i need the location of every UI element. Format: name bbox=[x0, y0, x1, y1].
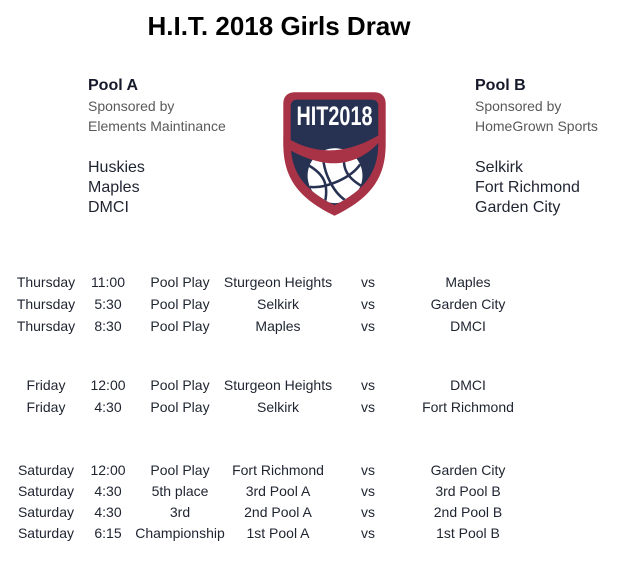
pool-a-name: Pool A bbox=[88, 77, 139, 94]
schedule-cell-time: 6:15 bbox=[94, 524, 122, 541]
schedule-cell-day: Saturday bbox=[17, 503, 75, 520]
team-name: Huskies bbox=[88, 159, 145, 176]
schedule-cell-team-a: Selkirk bbox=[256, 296, 299, 312]
schedule-cell-day: Friday bbox=[26, 399, 66, 415]
pool-a-sponsored-by: Sponsored by bbox=[88, 98, 175, 114]
team-name: Maples bbox=[88, 179, 140, 196]
schedule-cell-team-b: DMCI bbox=[450, 318, 486, 334]
team-name: Fort Richmond bbox=[475, 179, 580, 196]
schedule-cell-day: Thursday bbox=[16, 274, 76, 290]
schedule-cell-time: 4:30 bbox=[94, 482, 122, 499]
schedule-cell-time: 4:30 bbox=[94, 503, 122, 520]
logo-wordmark: HIT2018 bbox=[296, 101, 373, 131]
hit2018-logo bbox=[277, 87, 392, 220]
schedule-group-saturday bbox=[0, 459, 520, 543]
schedule-cell-vs: vs bbox=[361, 399, 375, 415]
team-name: Garden City bbox=[475, 199, 561, 216]
schedule-cell-vs: vs bbox=[361, 524, 375, 541]
pool-b-team-list bbox=[475, 158, 640, 218]
pool-b-name: Pool B bbox=[475, 77, 526, 94]
schedule-cell-team-a: 3rd Pool A bbox=[245, 482, 311, 499]
schedule-cell-team-a: 1st Pool A bbox=[246, 524, 310, 541]
schedule-cell-vs: vs bbox=[361, 461, 375, 478]
schedule-cell-game: Pool Play bbox=[150, 318, 210, 334]
schedule-cell-game: Pool Play bbox=[150, 461, 210, 478]
page-title: H.I.T. 2018 Girls Draw bbox=[147, 11, 411, 41]
hit2018-logo-svg bbox=[277, 87, 392, 220]
schedule-cell-team-b: Garden City bbox=[430, 461, 506, 478]
schedule-cell-team-b: 1st Pool B bbox=[436, 524, 500, 541]
schedule-cell-time: 4:30 bbox=[94, 399, 122, 415]
schedule-cell-day: Saturday bbox=[17, 461, 75, 478]
schedule-cell-game: Championship bbox=[135, 524, 225, 541]
schedule-cell-vs: vs bbox=[361, 482, 375, 499]
schedule-cell-game: Pool Play bbox=[150, 377, 210, 393]
pool-a-block bbox=[88, 76, 278, 218]
schedule-cell-time: 5:30 bbox=[94, 296, 122, 312]
schedule-row bbox=[0, 480, 520, 501]
schedule-row bbox=[0, 293, 520, 315]
schedule-cell-game: Pool Play bbox=[150, 296, 210, 312]
schedule-cell-team-b: Maples bbox=[445, 274, 491, 290]
pool-b-block bbox=[475, 76, 640, 218]
schedule-cell-time: 8:30 bbox=[94, 318, 122, 334]
schedule-cell-day: Saturday bbox=[17, 524, 75, 541]
schedule-cell-game: 3rd bbox=[169, 503, 191, 520]
schedule-row bbox=[0, 459, 520, 480]
schedule-cell-vs: vs bbox=[361, 296, 375, 312]
schedule-row bbox=[0, 315, 520, 337]
schedule-cell-day: Thursday bbox=[16, 296, 76, 312]
schedule-cell-team-a: Maples bbox=[255, 318, 301, 334]
schedule-cell-vs: vs bbox=[361, 318, 375, 334]
schedule-row bbox=[0, 374, 520, 396]
schedule-cell-team-b: 2nd Pool B bbox=[433, 503, 503, 520]
schedule-cell-team-b: Fort Richmond bbox=[422, 399, 514, 415]
schedule-cell-game: Pool Play bbox=[150, 274, 210, 290]
pool-a-sponsor: Elements Maintinance bbox=[88, 118, 226, 134]
schedule-row bbox=[0, 522, 520, 543]
schedule-cell-time: 12:00 bbox=[90, 377, 126, 393]
schedule-cell-day: Thursday bbox=[16, 318, 76, 334]
schedule-cell-team-b: Garden City bbox=[430, 296, 506, 312]
schedule-row bbox=[0, 271, 520, 293]
schedule-cell-team-a: Sturgeon Heights bbox=[223, 377, 333, 393]
schedule-cell-day: Saturday bbox=[17, 482, 75, 499]
schedule-cell-game: Pool Play bbox=[150, 399, 210, 415]
schedule-cell-team-a: Selkirk bbox=[256, 399, 299, 415]
pool-b-sponsor: HomeGrown Sports bbox=[475, 118, 598, 134]
schedule-cell-time: 12:00 bbox=[90, 461, 126, 478]
schedule-cell-vs: vs bbox=[361, 274, 375, 290]
team-name: Selkirk bbox=[475, 159, 524, 176]
schedule-cell-team-b: DMCI bbox=[450, 377, 486, 393]
schedule-cell-team-a: Sturgeon Heights bbox=[223, 274, 333, 290]
schedule-cell-team-b: 3rd Pool B bbox=[435, 482, 501, 499]
schedule-row bbox=[0, 396, 520, 418]
team-name: DMCI bbox=[88, 199, 129, 216]
schedule-group-thursday bbox=[0, 271, 520, 337]
schedule-cell-game: 5th place bbox=[151, 482, 209, 499]
schedule-group-friday bbox=[0, 374, 520, 418]
schedule-cell-time: 11:00 bbox=[91, 274, 125, 290]
schedule-cell-team-a: 2nd Pool A bbox=[244, 503, 312, 520]
pool-a-team-list bbox=[88, 158, 278, 218]
schedule-cell-team-a: Fort Richmond bbox=[232, 461, 324, 478]
schedule-cell-vs: vs bbox=[361, 503, 375, 520]
schedule-cell-vs: vs bbox=[361, 377, 375, 393]
schedule-cell-day: Friday bbox=[26, 377, 66, 393]
pool-b-sponsored-by: Sponsored by bbox=[475, 98, 562, 114]
schedule-row bbox=[0, 501, 520, 522]
